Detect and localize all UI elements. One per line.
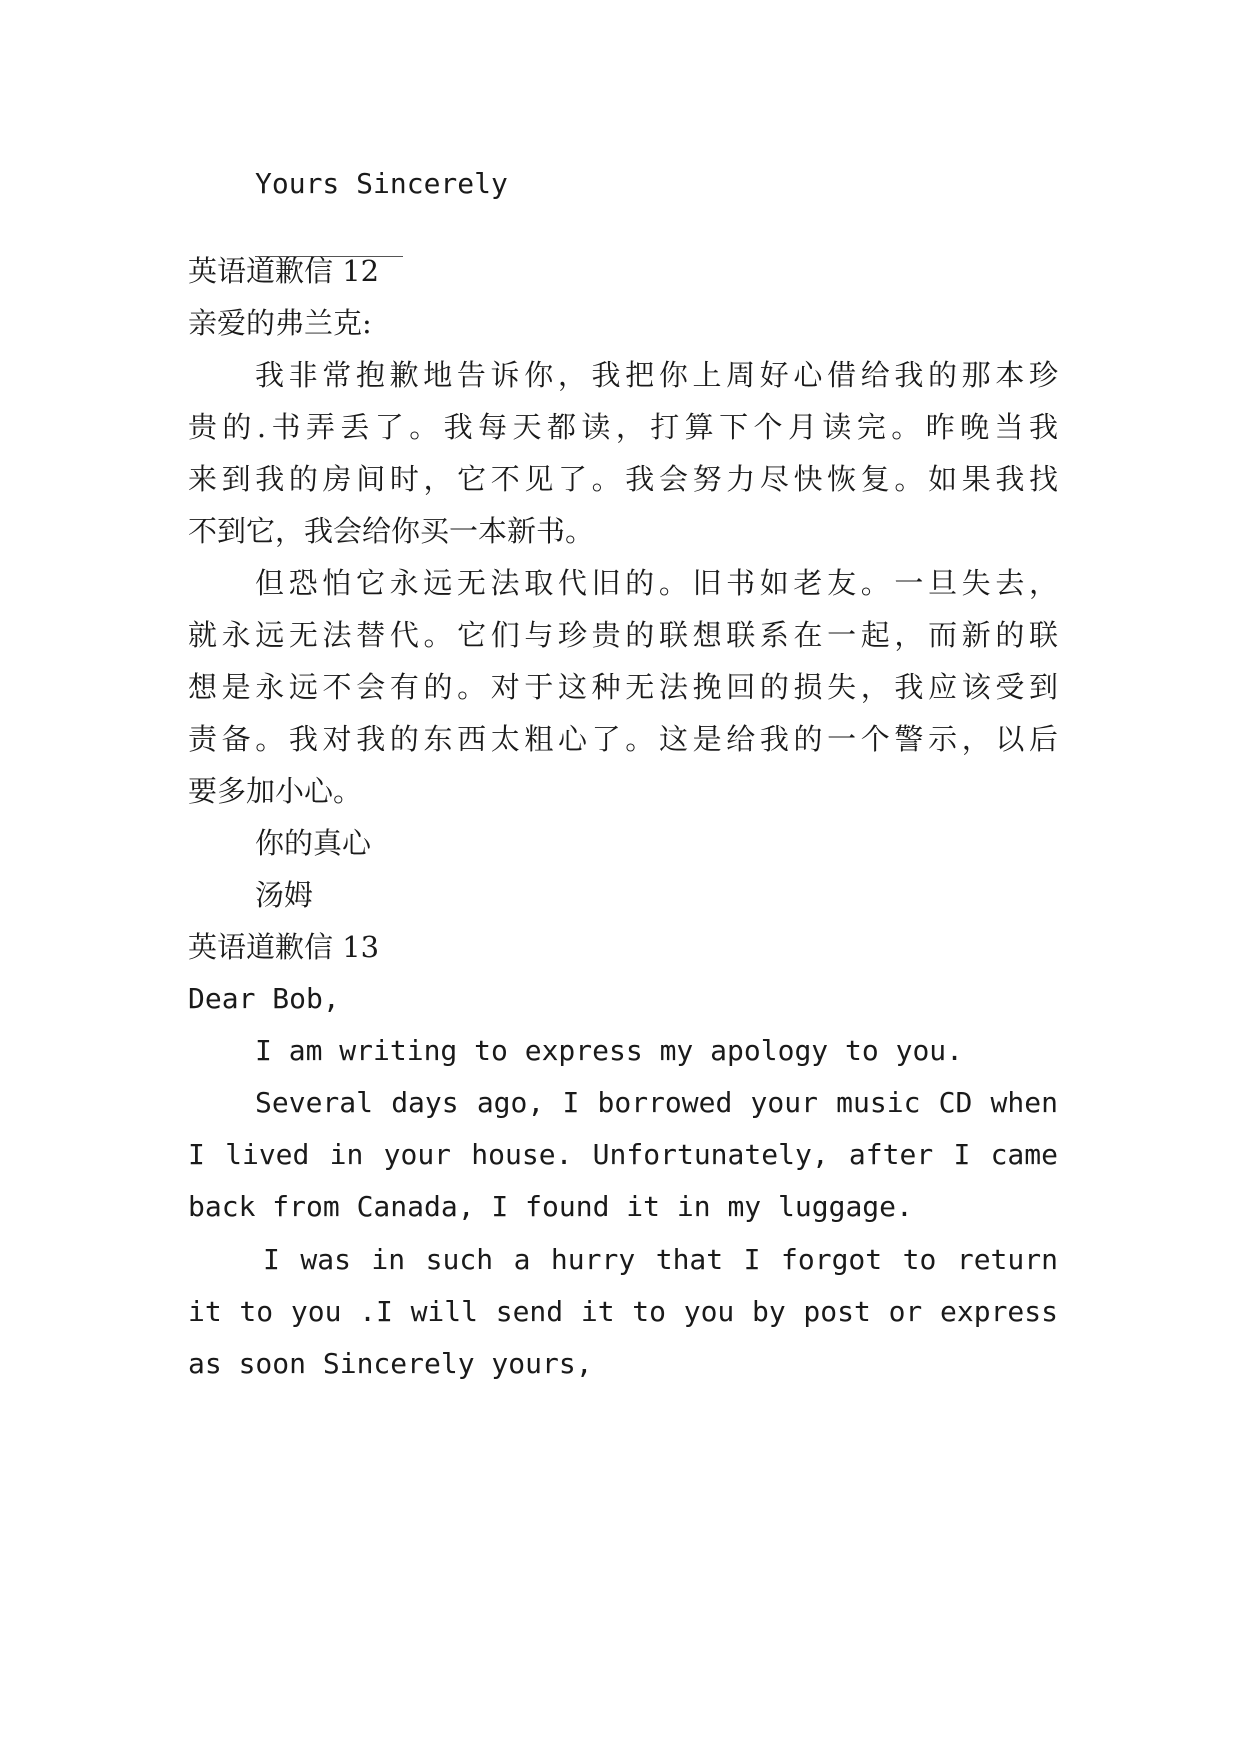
letter-13-heading: 英语道歉信 13 (188, 930, 380, 964)
letter-12-para2-line4: 责备。我对我的东西太粗心了。这是给我的一个警示，以后 (188, 722, 1058, 756)
letter-13-para2-line1: Several days ago, I borrowed your music CD when (255, 1086, 1058, 1119)
letter-13-para2-line3: back from Canada, I found it in my luggage. (188, 1190, 913, 1223)
letter-12-para1-line3: 来到我的房间时，它不见了。我会努力尽快恢复。如果我找 (188, 462, 1058, 496)
letter-12-para2-line3: 想是永远不会有的。对于这种无法挽回的损失，我应该受到 (188, 670, 1058, 704)
letter-13-para3-line2: it to you .I will send it to you by post or express (188, 1295, 1058, 1328)
letter-13-para3-line1: I was in such a hurry that I forgot to return (263, 1243, 1058, 1276)
letter-12-para2-line2: 就永远无法替代。它们与珍贵的联想联系在一起，而新的联 (188, 618, 1058, 652)
letter-12-closing: 你的真心 (255, 826, 372, 860)
letter-12-salutation: 亲爱的弗兰克: (188, 306, 372, 340)
letter-12-heading: 英语道歉信 12 (188, 254, 380, 288)
letter-13-para1: I am writing to express my apology to you. (255, 1034, 964, 1067)
letter-12-para2-line5: 要多加小心。 (188, 774, 363, 808)
letter-12-para1-line2: 贵的.书弄丢了。我每天都读，打算下个月读完。昨晚当我 (188, 410, 1058, 444)
letter-12-para1-line1: 我非常抱歉地告诉你，我把你上周好心借给我的那本珍 (255, 358, 1058, 392)
letter-12-signature: 汤姆 (255, 878, 314, 912)
letter-12-para1-line4: 不到它，我会给你买一本新书。 (188, 514, 595, 548)
closing-yours-sincerely: Yours Sincerely (255, 167, 508, 200)
letter-13-salutation: Dear Bob, (188, 982, 340, 1015)
letter-13-para3-line3: as soon Sincerely yours, (188, 1347, 593, 1380)
letter-13-para2-line2: I lived in your house. Unfortunately, after I came (188, 1138, 1058, 1171)
letter-12-para2-line1: 但恐怕它永远无法取代旧的。旧书如老友。一旦失去， (255, 566, 1058, 600)
